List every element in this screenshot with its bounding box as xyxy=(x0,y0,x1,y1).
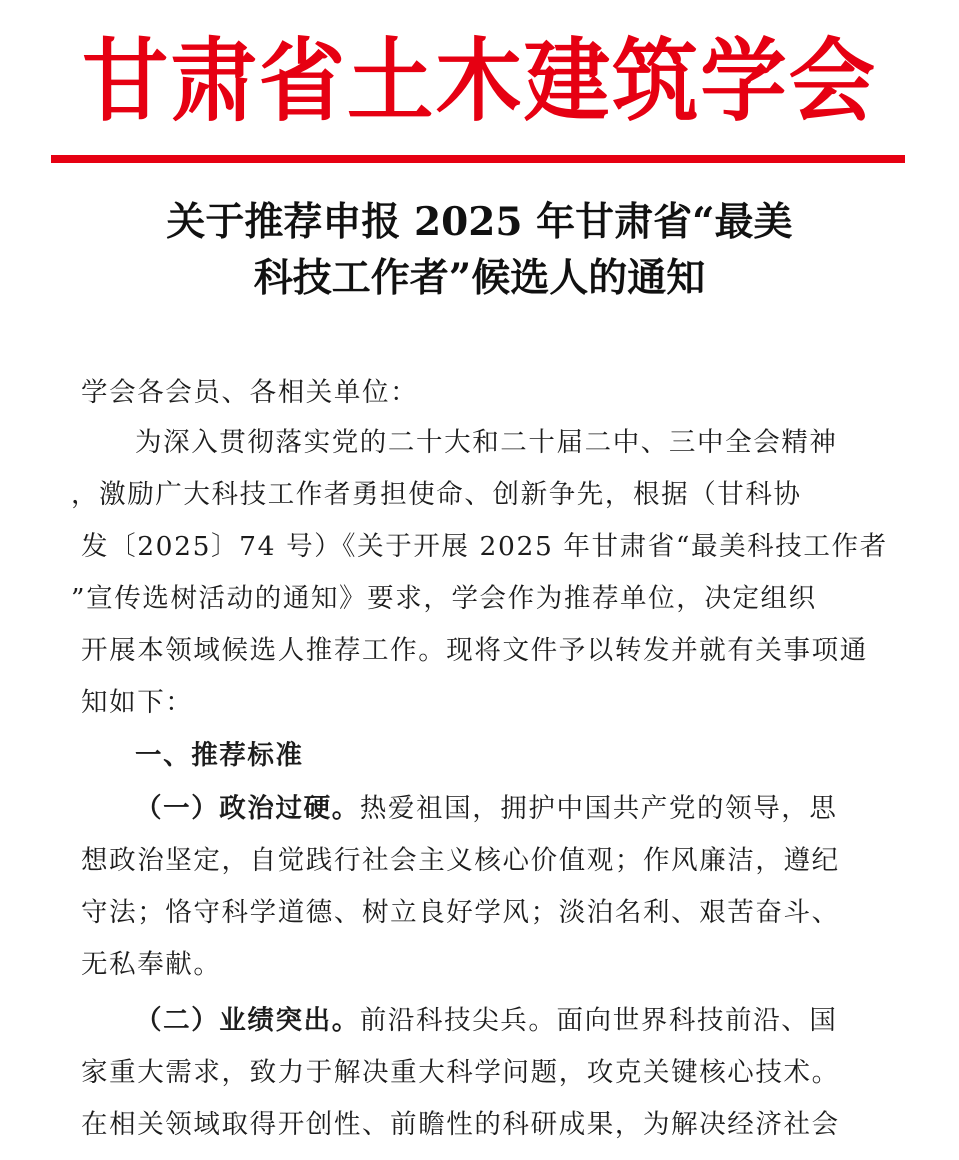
intro-line: 知如下： xyxy=(81,687,194,718)
item-1-line: 守法；恪守科学道德、树立良好学风；淡泊名利、艰苦奋斗、 xyxy=(81,897,840,928)
item-1-line: 想政治坚定，自觉践行社会主义核心价值观；作风廉洁，遵纪 xyxy=(81,845,840,876)
item-2-line: 在相关领域取得开创性、前瞻性的科研成果，为解决经济社会 xyxy=(81,1109,840,1140)
org-masthead: 甘肃省土木建筑学会 xyxy=(82,29,877,134)
intro-line: 开展本领域候选人推荐工作。现将文件予以转发并就有关事项通 xyxy=(81,635,868,666)
item-1-text: 热爱祖国，拥护中国共产党的领导，思 xyxy=(359,793,838,824)
item-2-text: 前沿科技尖兵。面向世界科技前沿、国 xyxy=(359,1005,838,1036)
item-2-line: 家重大需求，致力于解决重大科学问题，攻克关键核心技术。 xyxy=(81,1057,840,1088)
notice-title-line-2: 科技工作者”候选人的通知 xyxy=(253,255,706,301)
notice-title-line-1: 关于推荐申报 2025 年甘肃省“最美 xyxy=(166,199,793,245)
item-1-first-line xyxy=(135,789,935,829)
red-divider-rule xyxy=(51,155,905,163)
salutation: 学会各会员、各相关单位： xyxy=(81,377,419,408)
intro-line: ，激励广大科技工作者勇担使命、创新争先，根据（甘科协 xyxy=(71,479,802,510)
item-2-label: （二）业绩突出。 xyxy=(135,1005,360,1036)
intro-line: ”宣传选树活动的通知》要求，学会作为推荐单位，决定组织 xyxy=(71,583,817,614)
item-1-line: 无私奉献。 xyxy=(81,949,222,980)
item-1-label: （一）政治过硬。 xyxy=(135,793,360,824)
intro-line: 为深入贯彻落实党的二十大和二十届二中、三中全会精神 xyxy=(135,427,838,458)
item-2-first-line xyxy=(135,1001,935,1041)
intro-line: 发〔2025〕74 号）《关于开展 2025 年甘肃省“最美科技工作者 xyxy=(81,531,888,562)
section-heading-recommendation-criteria: 一、推荐标准 xyxy=(135,740,304,771)
